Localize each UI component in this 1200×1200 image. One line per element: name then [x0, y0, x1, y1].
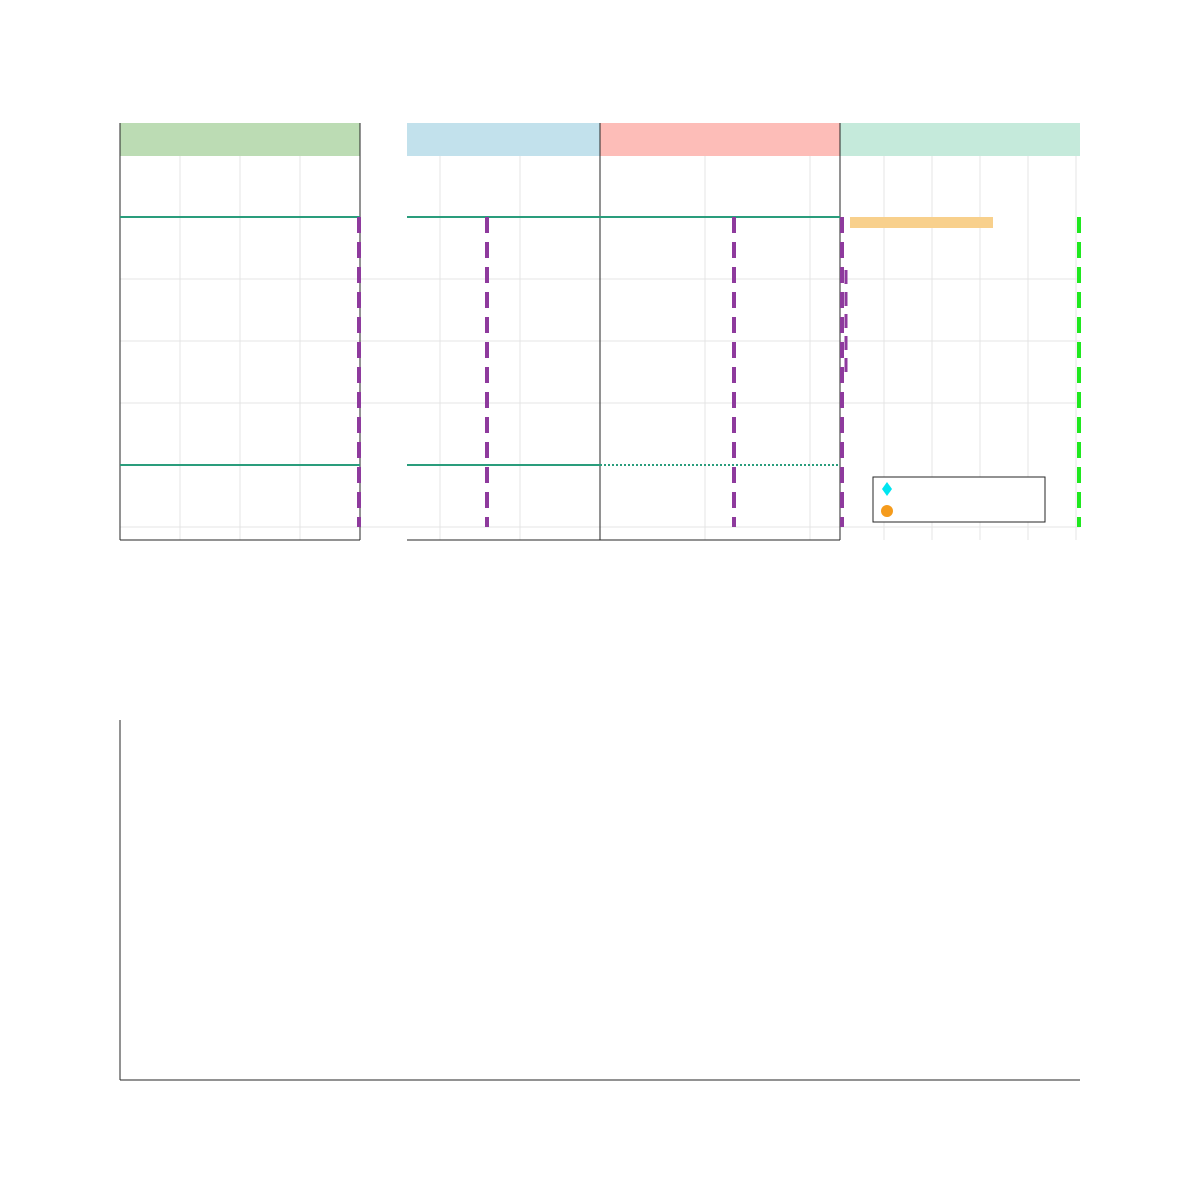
descent-grid [180, 156, 300, 540]
ascent-band [600, 123, 840, 156]
legend-circle-icon [881, 505, 893, 517]
bottom-panel [120, 720, 1080, 1080]
drift-band [407, 123, 600, 156]
legend [873, 477, 1045, 522]
drift-grid [440, 156, 520, 540]
descent-band [120, 123, 360, 156]
bottom-axes-frame [120, 720, 1080, 1080]
surface-band [840, 123, 1080, 156]
transmit-bar [850, 217, 993, 228]
top-panel [120, 123, 1080, 540]
ascent-grid [705, 156, 810, 540]
